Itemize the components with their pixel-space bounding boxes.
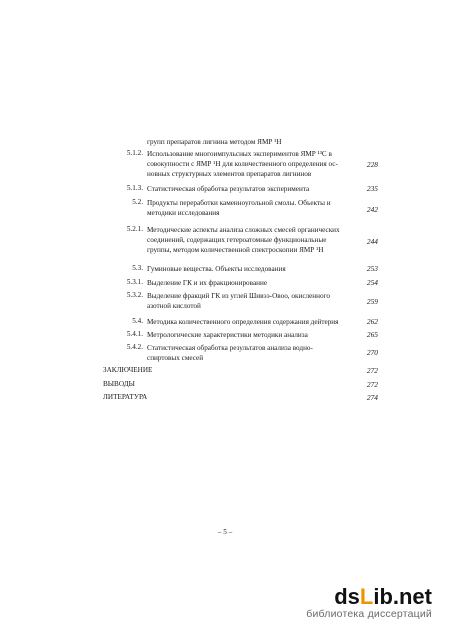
toc-line: совокупности с ЯМР ¹H для количественного определения ос- [147,160,338,169]
toc-entry-text [147,278,357,288]
toc-line: Продукты переработки каменноугольной смолы. Объекты и [147,199,331,207]
toc-page-number: 272 [366,366,378,375]
toc-page-number: 265 [366,330,378,339]
toc-entry-number: 5.3.2. [126,291,143,299]
toc-page-number: 235 [366,184,378,193]
toc-page-number: 270 [366,348,378,357]
toc-entry-number: 5.3. [132,264,143,272]
toc-entry-text [147,198,357,218]
toc-entry-number: 5.2. [132,198,143,206]
toc-page-number: 228 [366,160,378,169]
toc-line: соединений, содержащих гетероатомные функциональные [147,236,327,245]
toc-entry-text [147,317,357,327]
toc-line: Гуминовые вещества. Объекты исследования [147,265,286,273]
toc-line: Выделение ГК и их фракционирование [147,279,268,287]
toc-page-number: 272 [366,380,378,389]
toc-entry-number: 5.1.3. [126,184,143,192]
page-footer-number: – 5 – [217,528,233,536]
section-title-conclusion: ЗАКЛЮЧЕНИЕ [103,366,153,374]
toc-line: Методические аспекты анализа сложных смесей органических [147,226,340,234]
toc-line: азотной кислотой [147,302,201,311]
toc-line: Выделение фракций ГК из углей Шивээ-Овоо, окисленного [147,292,330,300]
toc-page-number: 242 [366,205,378,214]
toc-line: группы, методом количественной спектроскопии ЯМР ¹H [147,246,324,255]
toc-entry-text [147,291,357,311]
section-title-references: ЛИТЕРАТУРА [103,393,148,401]
toc-entry-text [147,184,357,194]
toc-entry-number: 5.4.2. [126,343,143,351]
toc-line: новных структурных элементов препаратов лигнинов [147,170,312,179]
toc-entry-text [147,264,357,274]
toc-page-number: 244 [366,237,378,246]
dslib-watermark [306,586,432,620]
toc-line: Статистическая обработка результатов эксперимента [147,185,310,193]
toc-entry-text [147,330,357,340]
toc-entry-text [147,343,357,363]
toc-page-number: 259 [366,297,378,306]
toc-entry-number: 5.4. [132,317,143,325]
toc-line: Использование многоимпульсных экспериментов ЯМР ¹³C в [147,150,332,158]
toc-entry-text [147,225,357,256]
toc-entry-number: 5.2.1. [126,225,143,233]
toc-entry-number: 5.1.2. [126,149,143,157]
toc-page-number: 262 [366,317,378,326]
toc-entry-text: групп препаратов лигнина методом ЯМР ¹H [147,138,282,146]
toc-line: методики исследования [147,209,220,218]
section-title-findings: ВЫВОДЫ [103,380,135,388]
toc-line: Методика количественного определения содержания дейтерия [147,318,339,326]
toc-page-number: 253 [366,264,378,273]
watermark-subtitle: библиотека диссертаций [306,608,432,620]
toc-line: Статистическая обработка результатов анализа водно- [147,344,313,352]
toc-page-number: 274 [366,393,378,402]
toc-entry-number: 5.3.1. [126,278,143,286]
toc-entry-text [147,149,357,180]
toc-entry-number: 5.4.1. [126,330,143,338]
dslib-logo: dsLib.net [334,584,432,609]
toc-page-number: 254 [366,278,378,287]
toc-line: спиртовых смесей [147,354,204,363]
toc-line: Метрологические характеристики методики анализа [147,331,308,339]
toc-entry-continuation [147,137,357,147]
